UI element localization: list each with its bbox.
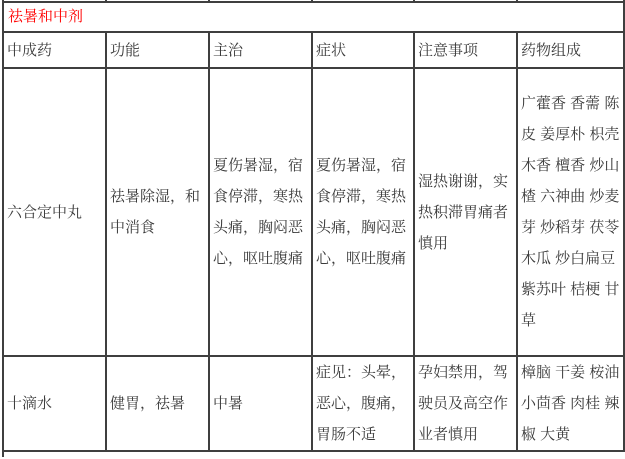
cell-indication: 夏伤暑湿，宿食停滞，寒热头痛，胸闷恶心，呕吐腹痛 — [209, 68, 312, 356]
header-cell-indication: 主治 — [209, 32, 312, 68]
header-cell-symptom: 症状 — [312, 32, 414, 68]
cell-precaution: 孕妇禁用，驾驶员及高空作业者慎用 — [414, 356, 517, 451]
cell-precaution: 湿热谢谢，实热积滞胃痛者慎用 — [414, 68, 517, 356]
header-cell-medicine: 中成药 — [3, 32, 106, 68]
header-cell-precaution: 注意事项 — [414, 32, 517, 68]
header-cell-function: 功能 — [106, 32, 209, 68]
section-title-row — [3, 2, 624, 32]
cell-function: 健胃，祛暑 — [106, 356, 209, 451]
header-cell-composition: 药物组成 — [517, 32, 624, 68]
medicine-table — [2, 0, 625, 452]
cell-symptom: 夏伤暑湿，宿食停滞，寒热头痛，胸闷恶心，呕吐腹痛 — [312, 68, 414, 356]
section-title: 祛暑和中剂 — [3, 2, 624, 32]
table-header-row — [3, 32, 624, 68]
clipped-row-below-left-border — [2, 452, 4, 457]
table-row — [3, 68, 624, 356]
cell-composition: 樟脑 干姜 桉油 小茴香 肉桂 辣椒 大黄 — [517, 356, 624, 451]
cell-composition: 广藿香 香薷 陈皮 姜厚朴 枳壳 木香 檀香 炒山楂 六神曲 炒麦芽 炒稻芽 茯苓 木瓜 炒白扁豆 紫苏叶 桔梗 甘草 — [517, 68, 624, 356]
cell-medicine-name: 十滴水 — [3, 356, 106, 451]
cell-medicine-name: 六合定中丸 — [3, 68, 106, 356]
table-row — [3, 356, 624, 451]
cell-symptom: 症见：头晕，恶心，腹痛，胃肠不适 — [312, 356, 414, 451]
cell-function: 祛暑除湿，和中消食 — [106, 68, 209, 356]
cell-indication: 中暑 — [209, 356, 312, 451]
